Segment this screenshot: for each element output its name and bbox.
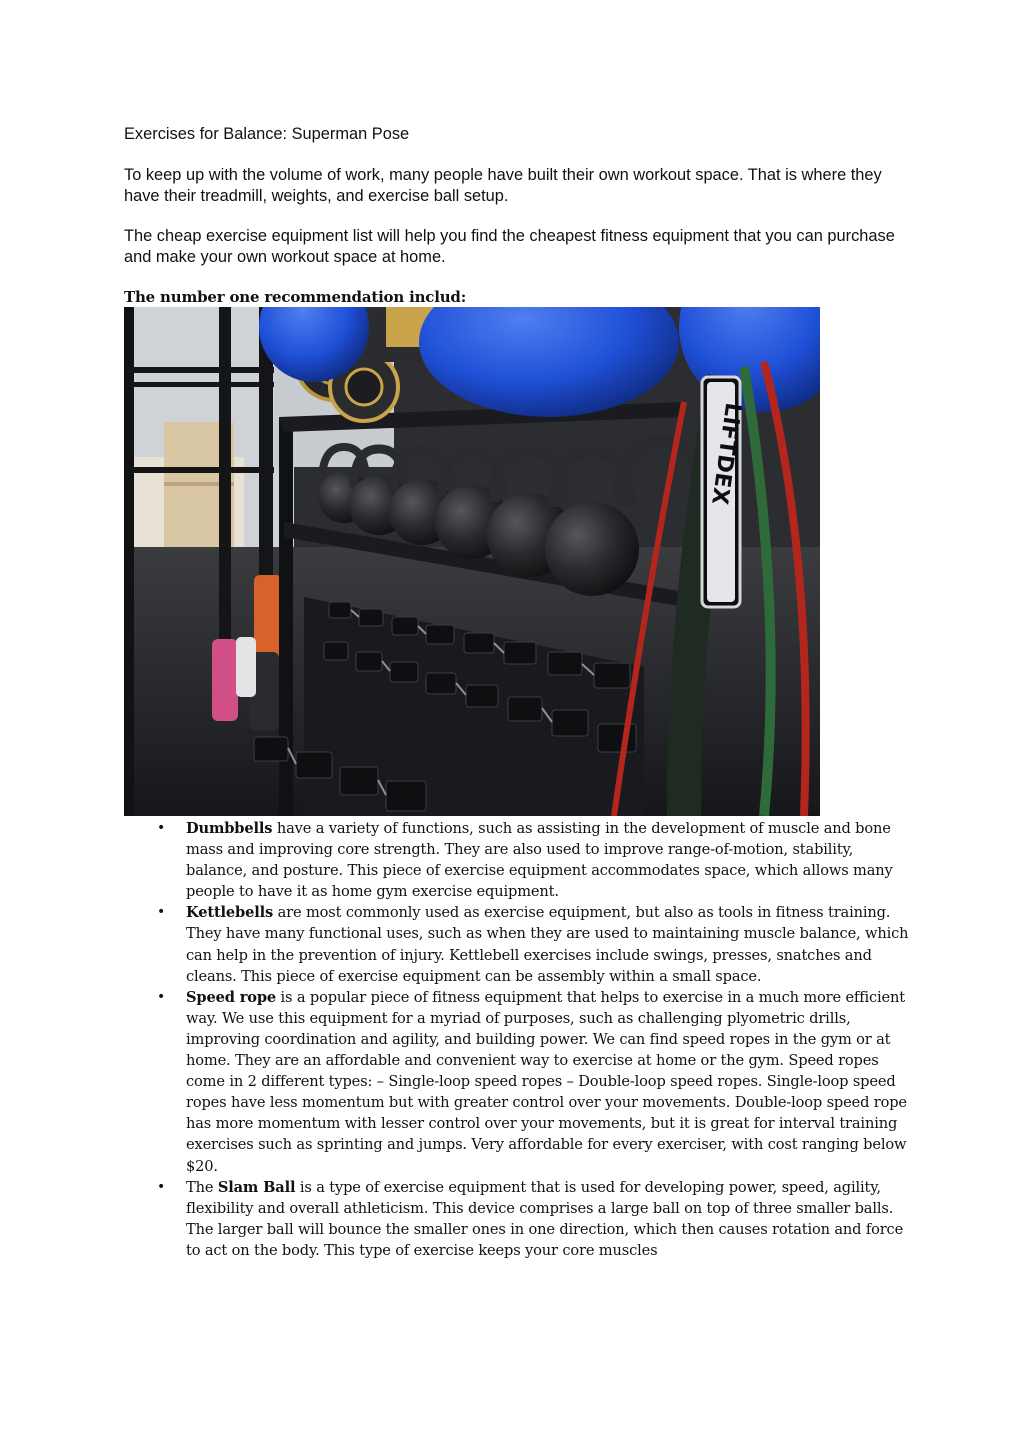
kettlebell xyxy=(545,502,639,596)
rack-upright xyxy=(219,307,231,697)
bullet-icon: • xyxy=(156,904,166,921)
bullet-icon: • xyxy=(156,820,166,836)
foam-roller-pink xyxy=(212,639,238,721)
recommendation-heading: The number one recommendation includ: xyxy=(124,288,467,306)
bullet-icon: • xyxy=(156,988,166,1005)
page-title: Exercises for Balance: Superman Pose xyxy=(124,125,410,143)
item-text: is a type of exercise equipment that is used for developing power, speed, agility, flexibility and overall athleticism. This device comprises a large ball on top of three smaller balls. The larger ball will bounce the smaller ones in one direction, which then causes rotation and force to act on the body. This type of exercise keeps your core muscles xyxy=(186,1178,904,1259)
liftdex-brand-text: LIFTDEX xyxy=(706,401,746,507)
item-text: is a popular piece of fitness equipment that helps to exercise in a much more efficient way. We use this equipment for a myriad of purposes, such as challenging plyometric drills, improving coordination and agility, and building power. We can find speed ropes in the gym or at home. They are an affordable and convenient way to exercise at home or the gym. Speed ropes come in 2 different types: – Single-loop speed ropes – Double-loop speed ropes. Single-loop speed ropes have less momentum but with greater control over your movements. Double-loop speed rope has more momentum with lesser control over your movements, but it is great for interval training exercises such as sprinting and jumps. Very affordable for every exerciser, with cost ranging below $20. xyxy=(186,988,907,1175)
gym-equipment-photo xyxy=(124,307,820,816)
item-text: are most commonly used as exercise equipment, but also as tools in fitness training. They have many functional uses, such as when they are used to maintaining muscle balance, which can help in the prevention of injury. Kettlebell exercises include swings, presses, snatches and cleans. This piece of exercise equipment can be assembly within a small space. xyxy=(186,904,909,985)
item-name: Kettlebells xyxy=(186,904,274,922)
item-name: Speed rope xyxy=(186,988,277,1006)
intro-paragraph: To keep up with the volume of work, many people have built their own workout space. That is where they have their treadmill, weights, and exercise ball setup. xyxy=(124,166,882,205)
item-text: have a variety of functions, such as assisting in the development of muscle and bone mass and improving core strength. They are also used to improve range-of-motion, stability, balance, and posture. This piece of exercise equipment accommodates space, which allows many people to have it as home gym exercise equipment. xyxy=(186,820,893,901)
list-item xyxy=(124,818,914,902)
list-item xyxy=(124,902,914,986)
list-item xyxy=(124,987,914,1177)
item-name: Dumbbells xyxy=(186,820,273,837)
list-item xyxy=(124,1177,914,1261)
equipment-list-paragraph: The cheap exercise equipment list will help you find the cheapest fitness equipment that you can purchase and make your own workout space at home. xyxy=(124,227,895,266)
bullet-icon: • xyxy=(156,1178,166,1195)
liftdex-hanger xyxy=(702,377,745,607)
equipment-list xyxy=(124,818,914,1261)
item-name: Slam Ball xyxy=(217,1178,296,1196)
item-prefix: The xyxy=(186,1178,218,1196)
